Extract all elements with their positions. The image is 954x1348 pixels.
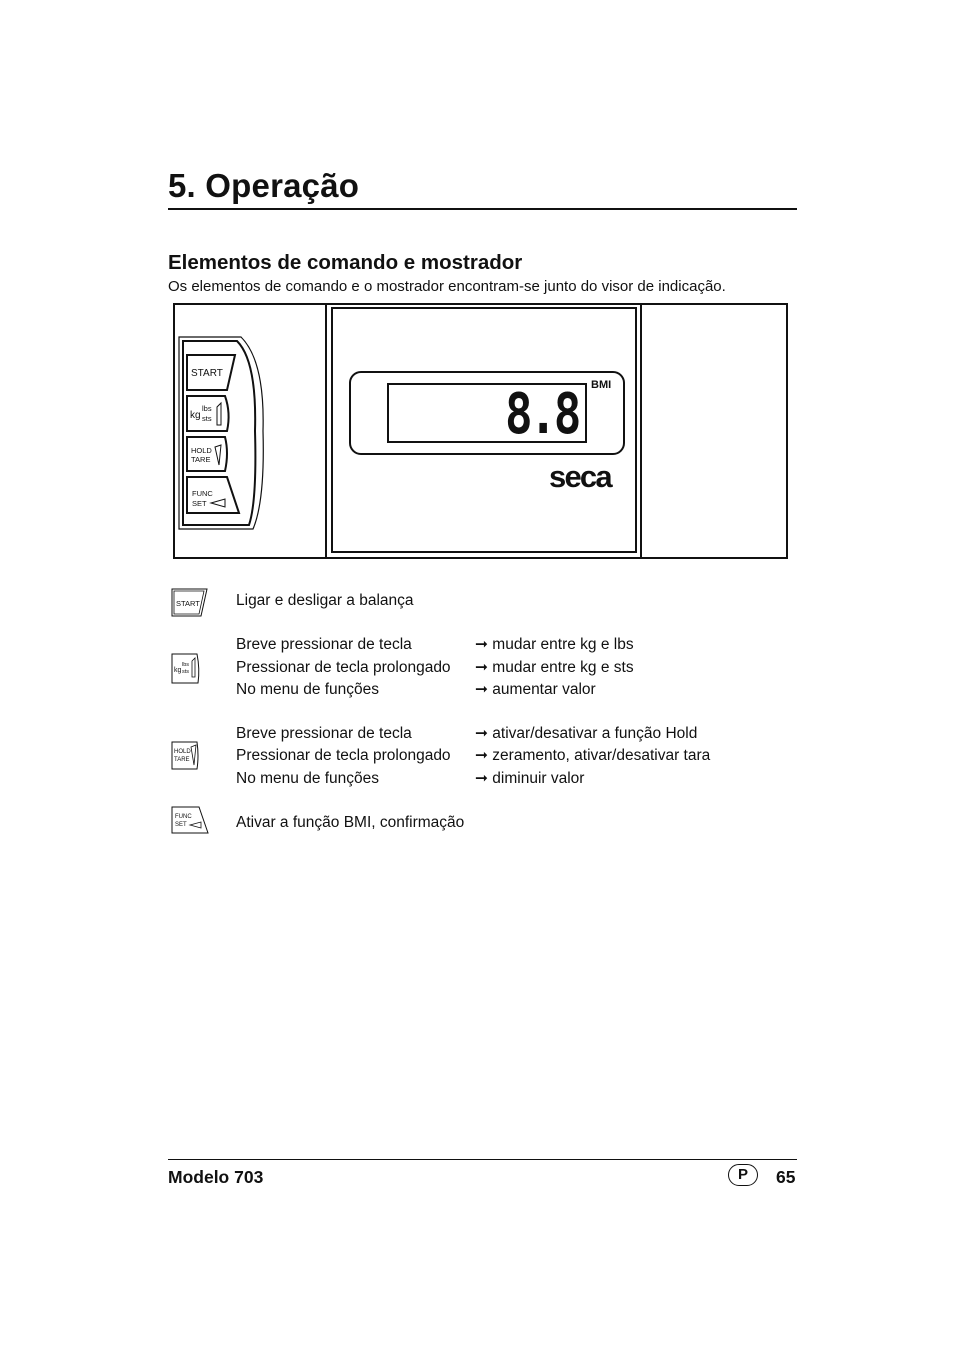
key-hold-row1-right: ➞ ativar/desativar a função Hold bbox=[475, 725, 698, 742]
func-set-key bbox=[187, 477, 239, 513]
section-intro: Os elementos de comando e o mostrador encontram-se junto do visor de indicação. bbox=[168, 278, 726, 295]
start-key-label: START bbox=[191, 368, 223, 379]
key-hold-row2-right: ➞ zeramento, ativar/desativar tara bbox=[475, 747, 711, 764]
func-set-key-icon bbox=[171, 806, 211, 836]
key-kg-row3-right: ➞ aumentar valor bbox=[475, 681, 596, 698]
sts-label: sts bbox=[202, 414, 212, 423]
key-column-illustration bbox=[175, 335, 323, 535]
brand-logo: seca bbox=[549, 459, 611, 494]
key-hold-row1-left: Breve pressionar de tecla bbox=[236, 725, 412, 742]
func-label: FUNC bbox=[192, 489, 213, 498]
key-hold-row3-left: No menu de funções bbox=[236, 770, 380, 787]
display-housing bbox=[325, 305, 642, 557]
lcd-frame bbox=[349, 371, 625, 455]
lcd-digits: 8.8 bbox=[505, 382, 579, 447]
hold-tare-key bbox=[187, 437, 227, 471]
lcd-window bbox=[387, 382, 587, 447]
hold-tare-key-icon bbox=[171, 741, 201, 771]
kg-lbs-sts-key-icon bbox=[171, 653, 201, 685]
start-key-icon bbox=[171, 588, 209, 618]
key-kg-row1-right: ➞ mudar entre kg e lbs bbox=[475, 636, 634, 653]
tare-label: TARE bbox=[191, 455, 211, 464]
chapter-title: 5. Operação bbox=[168, 167, 360, 204]
key-start-desc: Ligar e desligar a balança bbox=[236, 592, 414, 609]
bmi-indicator: BMI bbox=[591, 379, 612, 391]
key-kg-row3-left: No menu de funções bbox=[236, 681, 380, 698]
start-key bbox=[187, 355, 235, 390]
svg-text:TARE: TARE bbox=[174, 757, 190, 763]
page-number: 65 bbox=[776, 1167, 796, 1187]
svg-text:SET: SET bbox=[175, 822, 187, 828]
kg-lbs-sts-key bbox=[187, 396, 229, 431]
svg-text:sts: sts bbox=[182, 669, 190, 675]
svg-text:lbs: lbs bbox=[182, 662, 190, 668]
section-title: Elementos de comando e mostrador bbox=[168, 251, 523, 274]
key-hold-row2-left: Pressionar de tecla prolongado bbox=[236, 747, 451, 764]
key-hold-row3-right: ➞ diminuir valor bbox=[475, 770, 585, 787]
key-kg-row2-right: ➞ mudar entre kg e sts bbox=[475, 659, 634, 676]
language-badge: P bbox=[728, 1164, 758, 1186]
footer-divider bbox=[168, 1159, 797, 1160]
svg-text:FUNC: FUNC bbox=[175, 814, 192, 820]
footer-model: Modelo 703 bbox=[168, 1167, 264, 1187]
key-kg-row2-left: Pressionar de tecla prolongado bbox=[236, 659, 451, 676]
key-kg-row1-left: Breve pressionar de tecla bbox=[236, 636, 412, 653]
key-func-desc: Ativar a função BMI, confirmação bbox=[236, 814, 465, 831]
set-label: SET bbox=[192, 499, 207, 508]
svg-text:HOLD: HOLD bbox=[174, 749, 191, 755]
display-panel bbox=[331, 307, 637, 553]
kg-label: kg bbox=[190, 410, 201, 421]
svg-text:kg: kg bbox=[174, 667, 182, 674]
hold-label: HOLD bbox=[191, 446, 212, 455]
svg-text:START: START bbox=[176, 599, 200, 608]
control-panel-figure bbox=[173, 303, 788, 559]
chapter-divider bbox=[168, 208, 797, 210]
lbs-label: lbs bbox=[202, 404, 212, 413]
